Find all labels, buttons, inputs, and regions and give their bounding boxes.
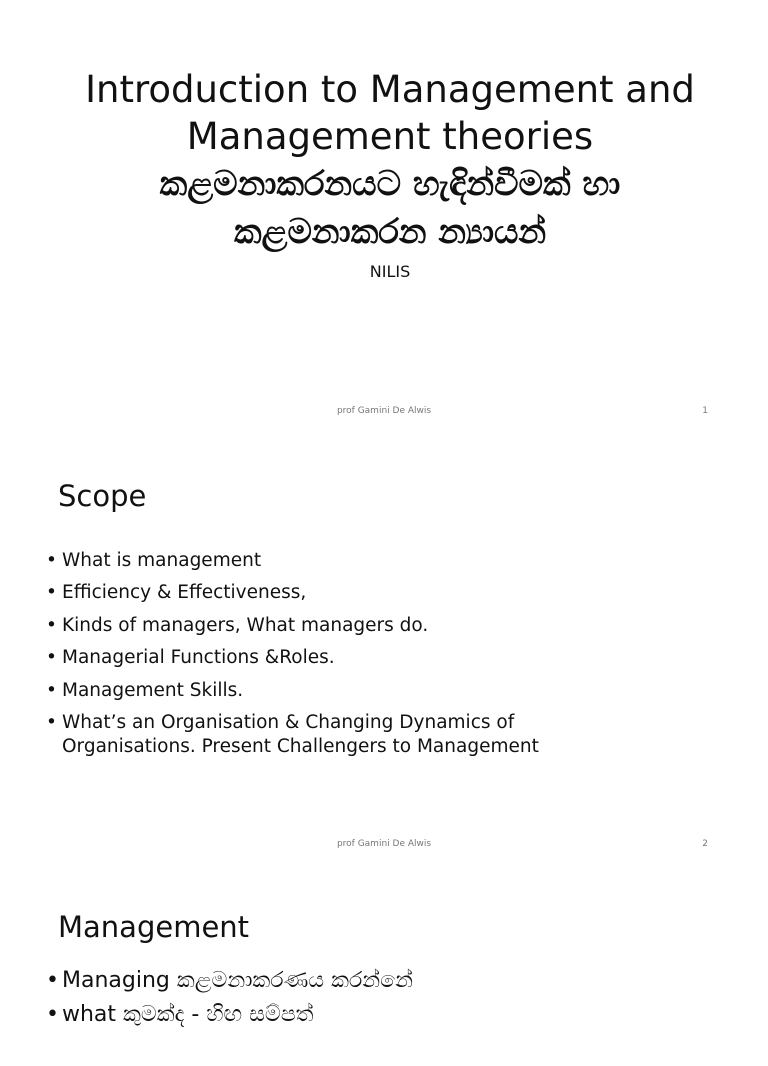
slide-1-subtitle: NILIS <box>369 262 411 281</box>
slide-1 <box>0 0 768 432</box>
footer-author: prof Gamini De Alwis <box>336 406 432 416</box>
list-item: • Managing කළමනාකරණය කරන්නේ <box>46 968 413 993</box>
slide-1-title-sinhala <box>40 160 740 256</box>
footer-author: prof Gamini De Alwis <box>336 839 432 849</box>
slide-1-title-english <box>40 66 740 160</box>
slide-2 <box>0 433 768 865</box>
slide-3 <box>0 866 768 1066</box>
list-item: • What is management <box>46 550 262 571</box>
scope-list <box>46 549 736 767</box>
slide-3-heading: Management <box>58 910 250 944</box>
sinhala-title-line-1: කළමනාකරනයට හැඳින්වීමක් හා <box>159 164 621 204</box>
sinhala-title-line-2: කළමනාකරන න්‍යායන් <box>233 212 547 252</box>
list-item: • Management Skills. <box>46 679 244 701</box>
list-item: • what කුමක්ද - හිඟ සම්පත් <box>46 1002 314 1027</box>
list-item: • What’s an Organisation & Changing Dynamics of Organisations. Present Challengers to Management <box>46 711 539 757</box>
list-item: • Managerial Functions &Roles. <box>46 647 335 669</box>
list-item: • Kinds of managers, What managers do. <box>46 614 429 636</box>
title-line-2: Management theories <box>186 115 594 158</box>
page-number: 1 <box>702 406 708 416</box>
slide-2-heading: Scope <box>58 479 147 513</box>
list-item: • Efficiency & Effectiveness, <box>46 582 307 604</box>
page-number: 2 <box>702 839 708 849</box>
title-line-1: Introduction to Management and <box>85 68 695 111</box>
